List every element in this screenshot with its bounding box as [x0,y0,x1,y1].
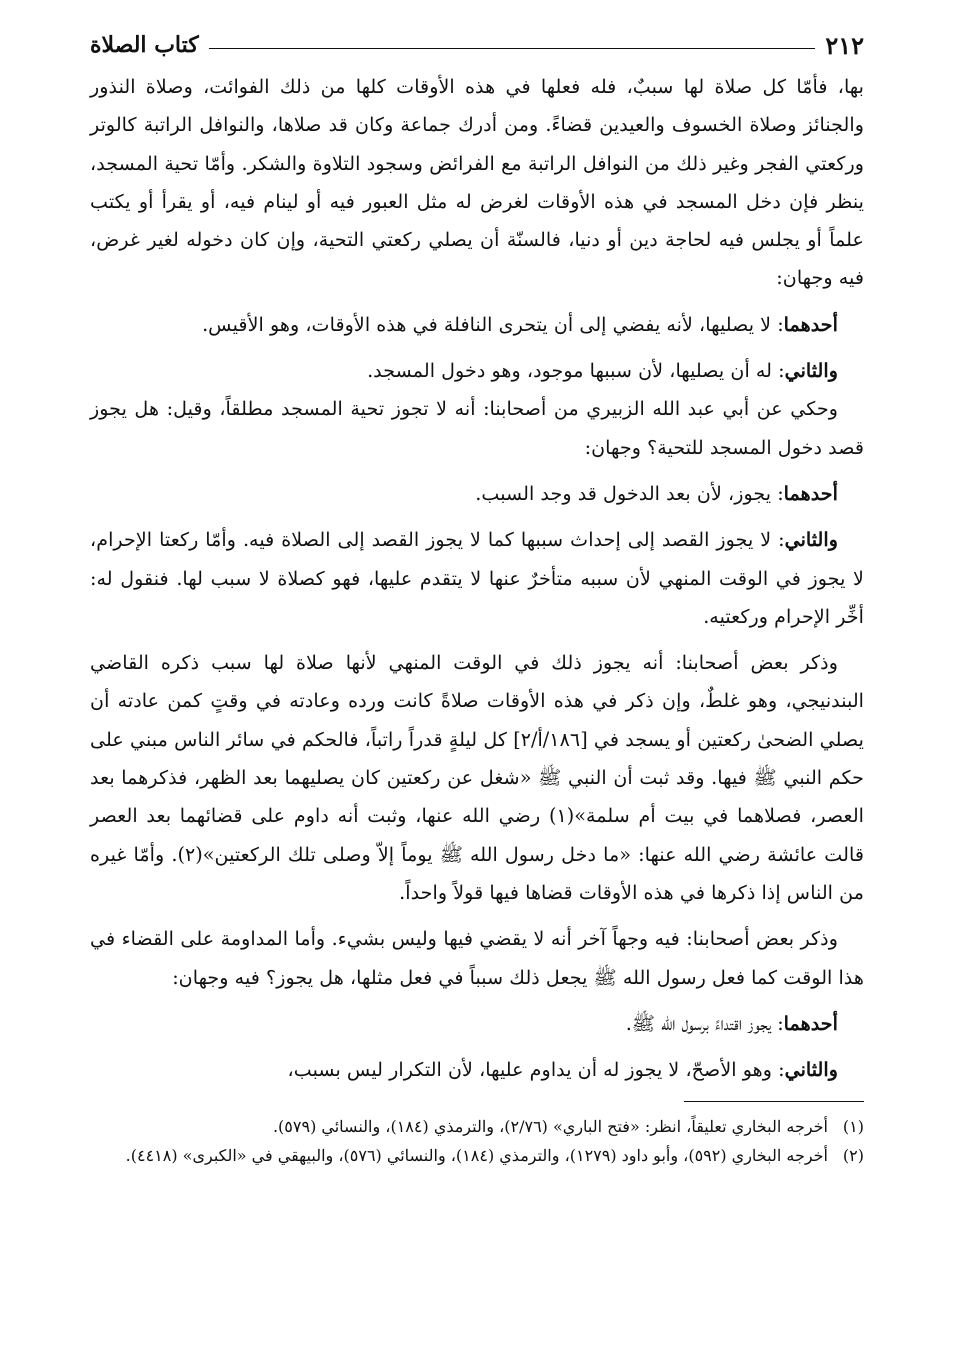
footnote-number: (٢) [842,1146,864,1166]
footnotes [90,1112,864,1170]
paragraph [90,521,864,636]
paragraph [90,390,864,467]
term-label: أحدهما [783,1011,838,1035]
footnote [90,1112,864,1141]
term-label: أحدهما [783,312,838,336]
footnote-number: (١) [842,1117,864,1137]
paragraph-text: : لا يصليها، لأنه يفضي إلى أن يتحرى النافلة في هذه الأوقات، وهو الأقيس. [202,312,784,336]
paragraph-text: : يجوز اقتداءً برسول الله ﷺ. [625,1011,784,1035]
paragraph-text: : لا يجوز القصد إلى إحداث سببها كما لا يجوز القصد إلى الصلاة فيه. وأمّا ركعتا الإحرام، لا يجوز في الوقت المنهي لأن سببه متأخرٌ عنها لا يتقدم عليها، فهو كصلاة لا سبب لها. فنقول له: أخِّر الإحرام وركعتيه. [90,528,864,628]
paragraph-text: : له أن يصليها، لأن سببها موجود، وهو دخول المسجد. [367,359,785,383]
book-title: كتاب الصلاة [90,32,199,58]
paragraph [90,352,864,390]
footnote-divider [684,1101,864,1102]
paragraph [90,475,864,513]
term-label: والثاني [784,528,838,552]
paragraph-text: : يجوز، لأن بعد الدخول قد وجد السبب. [475,481,784,505]
paragraph-text: وذكر بعض أصحابنا: أنه يجوز ذلك في الوقت المنهي لأنها صلاة لها سبب ذكره القاضي البندنيجي، وهو غلطٌ، وإن ذكر في هذه الأوقات صلاةً كانت ورده وعادته في وقتٍ كمن عادته أن يصلي الضحىٰ ركعتين أو يسجد في [١٨٦/أ/٢] كل ليلةٍ قدراً راتباً، فالحكم في سائر الناس مبني على حكم النبي ﷺ فيها. وقد ثبت أن النبي ﷺ «شغل عن ركعتين كان يصليهما بعد الظهر، فذكرهما بعد العصر، فصلاهما في بيت أم سلمة»(١) رضي الله عنها، وثبت أنه داوم على قضائهما بعد العصر قالت عائشة رضي الله عنها: «ما دخل رسول الله ﷺ يوماً إلاّ وصلى تلك الركعتين»(٢). وأمّا غيره من الناس إذا ذكرها في هذه الأوقات قضاها فيها قولاً واحداً. [90,651,864,904]
paragraph [90,68,864,298]
paragraph-text: وذكر بعض أصحابنا: فيه وجهاً آخر أنه لا يقضي فيها وليس بشيء. وأما المداومة على القضاء في هذا الوقت كما فعل رسول الله ﷺ يجعل ذلك سبباً في فعل مثلها، هل يجوز؟ فيه وجهان: [90,927,864,989]
footnote-text: أخرجه البخاري (٥٩٢)، وأبو داود (١٢٧٩)، والترمذي (١٨٤)، والنسائي (٥٧٦)، والبيهقي في «الكبرى» (٤٤١٨). [125,1146,828,1166]
paragraph [90,644,864,912]
paragraph-text: بها، فأمّا كل صلاة لها سببٌ، فله فعلها في هذه الأوقات كلها من ذلك الفوائت، وصلاة النذور والجنائز وصلاة الخسوف والعيدين قضاءً. ومن أدرك جماعة وكان قد صلاها، والنوافل الراتبة كالوتر وركعتي الفجر وغير ذلك من النوافل الراتبة مع الفرائض وسجود التلاوة والشكر. وأمّا تحية المسجد، ينظر فإن دخل المسجد في هذه الأوقات لغرض له مثل العبور فيه أو لينام فيه، أو يقرأ أو يكتب علماً أو يجلس فيه لحاجة دين أو دنيا، فالسنّة أن يصلي ركعتي التحية، وإن كان دخوله لغير غرض، فيه وجهان: [90,75,864,290]
paragraph-text: وحكي عن أبي عبد الله الزبيري من أصحابنا: أنه لا تجوز تحية المسجد مطلقاً، وقيل: هل يجوز قصد دخول المسجد للتحية؟ وجهان: [90,397,864,459]
page-number: ٢١٢ [825,30,864,60]
paragraph [90,1051,864,1089]
paragraph [90,1005,864,1043]
header-divider [209,48,816,49]
term-label: والثاني [784,359,838,383]
footnote [90,1141,864,1170]
footnote-text: أخرجه البخاري تعليقاً، انظر: «فتح الباري» (٢/٧٦)، والترمذي (١٨٤)، والنسائي (٥٧٩). [272,1117,828,1137]
paragraph [90,306,864,344]
main-text [90,68,864,1089]
page-header [90,28,864,62]
paragraph [90,920,864,997]
term-label: أحدهما [783,481,838,505]
paragraph-text: : وهو الأصحّ، لا يجوز له أن يداوم عليها، لأن التكرار ليس بسبب، [287,1058,785,1082]
term-label: والثاني [784,1058,838,1082]
